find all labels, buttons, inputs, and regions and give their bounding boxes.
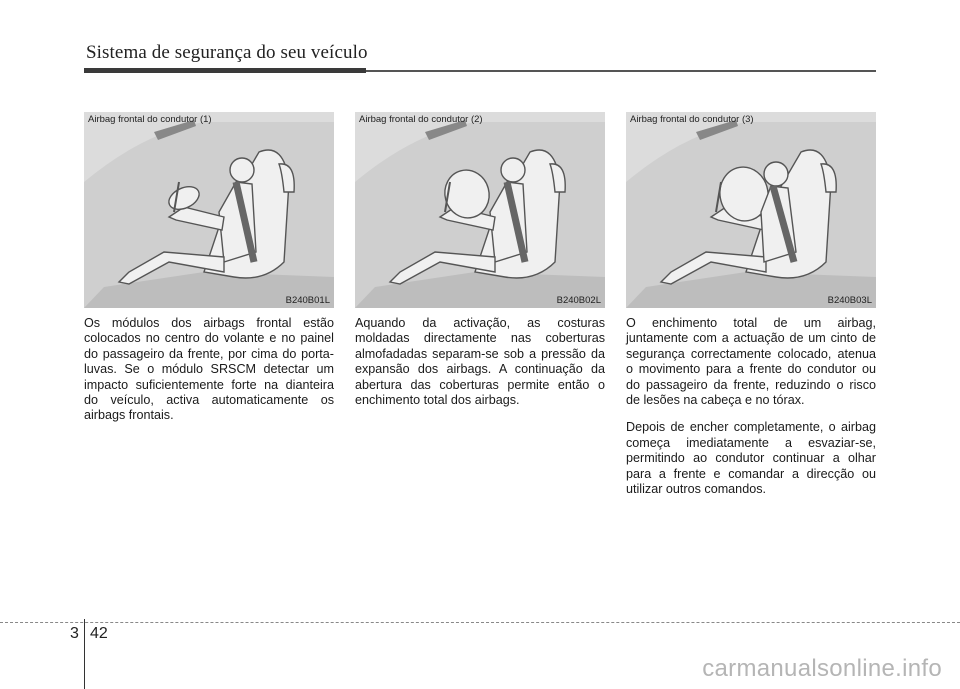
text-column-2 [355,316,605,420]
figure-code: B240B02L [556,295,601,306]
driver-airbag-illustration-1 [84,112,334,308]
watermark: carmanualsonline.info [702,655,942,682]
section-title: Sistema de segurança do seu veículo [86,42,368,63]
figure-label: Airbag frontal do condutor (2) [359,114,483,125]
figure-code: B240B03L [827,295,872,306]
figure-airbag-stage-3 [626,112,876,308]
title-rule [84,68,366,73]
paragraph: Os módulos dos airbags frontal estão colocados no centro do volante e no painel do passageiro da frente, por cima do porta-luvas. Se o módulo SRSCM detectar um impacto suficientemente forte na dianteira do veículo, activa automaticamente os airbags frontais. [84,316,334,423]
title-rule-thin [366,70,876,72]
driver-airbag-illustration-3 [626,112,876,308]
driver-airbag-illustration-2 [355,112,605,308]
footer-divider [84,619,85,689]
figure-label: Airbag frontal do condutor (1) [88,114,212,125]
figure-airbag-stage-2 [355,112,605,308]
paragraph: Aquando da activação, as costuras moldadas directamente nas coberturas almofadadas separam-se sob a pressão da expansão dos airbags. A continuação da abertura das coberturas permite então o enchimento total dos airbags. [355,316,605,408]
footer-rule [0,622,960,623]
text-column-3 [626,316,876,509]
paragraph: O enchimento total de um airbag, juntamente com a actuação de um cinto de segurança correctamente colocado, atenua o movimento para a frente do condutor ou do passageiro da frente, reduzindo o risco de lesões na cabeça e no tórax. [626,316,876,408]
paragraph: Depois de encher completamente, o airbag começa imediatamente a esvaziar-se, permitindo ao condutor continuar a olhar para a frente e comandar a direcção ou utilizar outros comandos. [626,420,876,497]
figure-airbag-stage-1 [84,112,334,308]
text-column-1 [84,316,334,436]
figure-label: Airbag frontal do condutor (3) [630,114,754,125]
chapter-number: 3 [70,625,79,642]
page-number: 42 [90,625,108,642]
figure-code: B240B01L [285,295,330,306]
